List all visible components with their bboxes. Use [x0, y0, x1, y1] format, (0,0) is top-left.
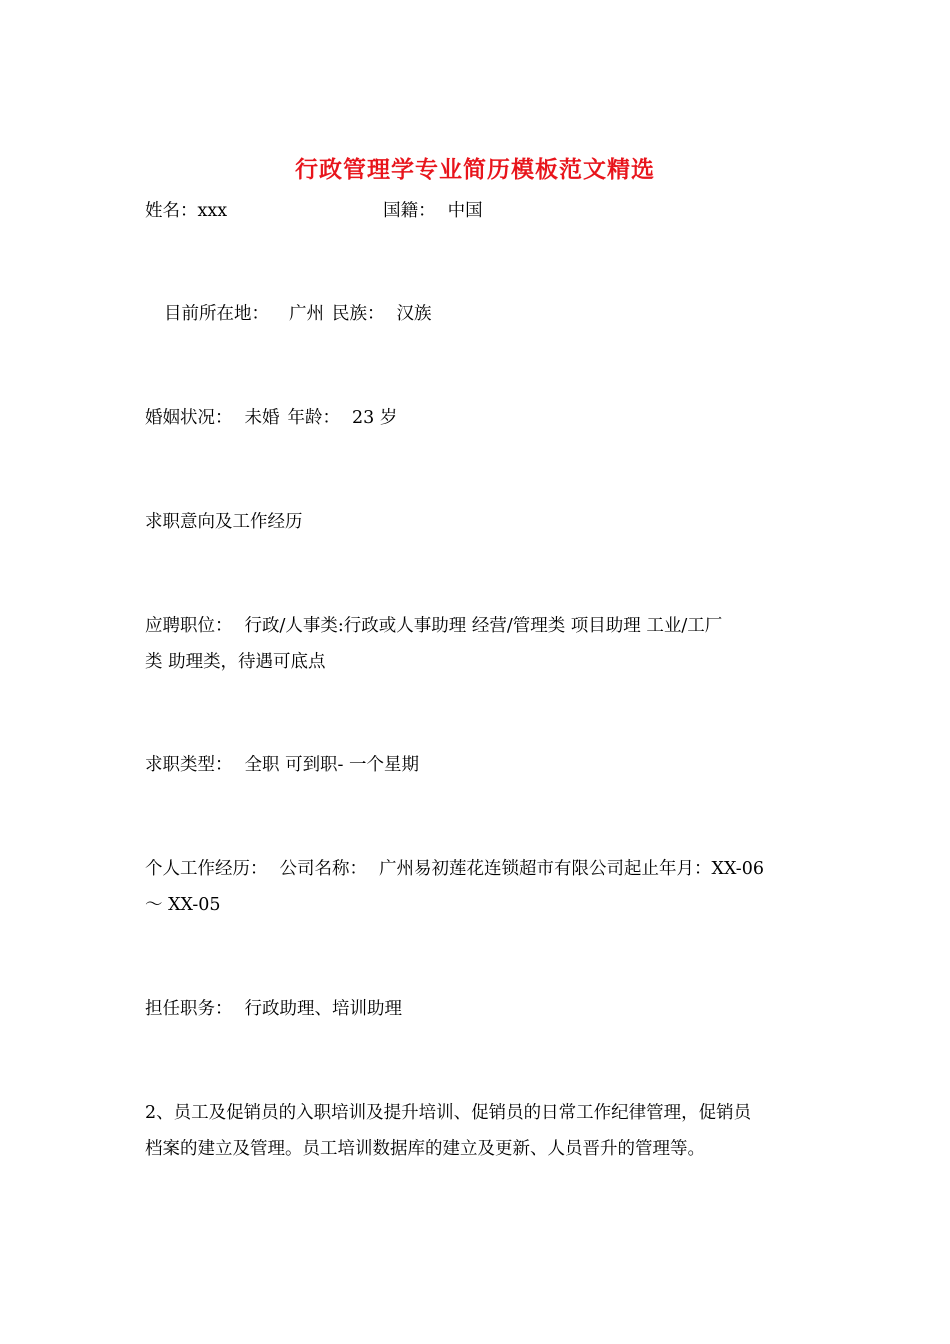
- job-type-label: 求职类型：: [145, 755, 233, 775]
- duty-line: [145, 991, 810, 1027]
- name-label: 姓名：: [145, 201, 198, 221]
- position-value-1: 行政/人事类:行政或人事助理 经营/管理类 项目助理 工业/工厂: [244, 616, 723, 636]
- marital-value: 未婚: [244, 408, 280, 428]
- job-type-line: [145, 747, 810, 783]
- company-label: 公司名称：: [279, 859, 367, 879]
- position-label: 应聘职位：: [145, 616, 233, 636]
- document-title: 行政管理学专业简历模板范文精选: [295, 156, 655, 183]
- location-label: 目前所在地：: [164, 304, 269, 324]
- experience-label: 个人工作经历：: [145, 859, 268, 879]
- name-value: xxx: [197, 201, 228, 221]
- duty-value: 行政助理、培训助理: [244, 999, 402, 1019]
- ethnicity-value: 汉族: [396, 304, 432, 324]
- description-line-2: 档案的建立及管理。员工培训数据库的建立及更新、人员晋升的管理等。: [145, 1139, 705, 1159]
- position-line-1: [145, 608, 810, 644]
- nationality-label: 国籍：: [383, 201, 436, 221]
- marital-label: 婚姻状况：: [145, 408, 233, 428]
- experience-line-2: ～ XX-05: [145, 895, 221, 915]
- age-value: 23 岁: [352, 408, 398, 428]
- nationality-value: 中国: [447, 201, 483, 221]
- company-value: 广州易初莲花连锁超市有限公司起止年月：XX-06: [379, 859, 764, 879]
- location-value: 广州: [289, 304, 324, 324]
- description-line-1: 2、员工及促销员的入职培训及提升培训、促销员的日常工作纪律管理，促销员: [145, 1103, 752, 1123]
- job-type-value: 全职 可到职- 一个星期: [244, 755, 420, 775]
- position-line-2: 类 助理类，待遇可底点: [145, 652, 326, 672]
- location-ethnicity-line: [145, 296, 810, 332]
- experience-line-1: [145, 851, 810, 887]
- duty-label: 担任职务：: [145, 999, 233, 1019]
- marital-age-line: [145, 400, 810, 436]
- age-label: 年龄：: [287, 408, 340, 428]
- name-nationality-line: [145, 193, 810, 229]
- ethnicity-label: 民族：: [332, 304, 385, 324]
- section-heading: 求职意向及工作经历: [145, 512, 303, 532]
